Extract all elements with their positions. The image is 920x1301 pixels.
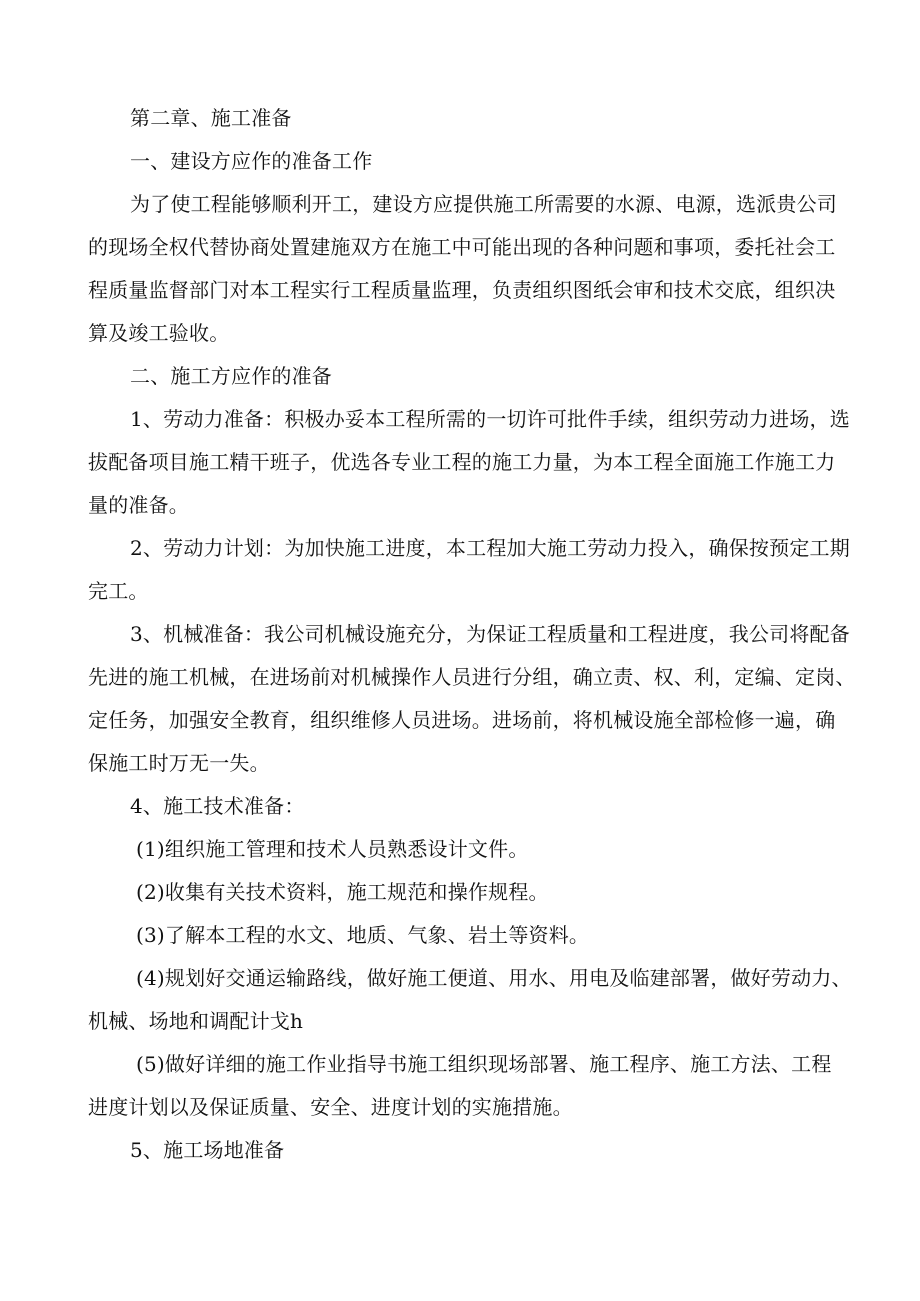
paragraph-line: 量的准备。	[88, 493, 189, 517]
paragraph-line: 定任务，加强安全教育，组织维修人员进场。进场前，将机械设施全部检修一遍，确	[88, 708, 836, 732]
section-heading-owner-prep: 一、建设方应作的准备工作	[130, 149, 373, 173]
paragraph-line: 1、劳动力准备：积极办妥本工程所需的一切许可批件手续，组织劳动力进场，选	[130, 407, 850, 431]
paragraph-line: 为了使工程能够顺利开工，建设方应提供施工所需要的水源、电源，选派贵公司	[130, 192, 837, 216]
chapter-title: 第二章、施工准备	[130, 106, 292, 130]
paragraph-line: 3、机械准备：我公司机械设施充分，为保证工程质量和工程进度，我公司将配备	[130, 622, 850, 646]
list-item: (5)做好详细的施工作业指导书施工组织现场部署、施工程序、施工方法、工程	[136, 1052, 832, 1076]
list-item-continuation: 进度计划以及保证质量、安全、进度计划的实施措施。	[88, 1095, 573, 1119]
list-item-continuation: 机械、场地和调配计戈h	[88, 1009, 304, 1033]
list-item: (4)规划好交通运输路线，做好施工便道、用水、用电及临建部署，做好劳动力、	[136, 966, 852, 990]
paragraph-line: 2、劳动力计划：为加快施工进度，本工程加大施工劳动力投入，确保按预定工期	[130, 536, 850, 560]
paragraph-line: 算及竣工验收。	[88, 321, 230, 345]
section-heading-contractor-prep: 二、施工方应作的准备	[130, 364, 332, 388]
paragraph-line: 的现场全权代替协商处置建施双方在施工中可能出现的各种问题和事项，委托社会工	[88, 235, 836, 259]
list-item: (2)收集有关技术资料，施工规范和操作规程。	[136, 880, 549, 904]
subsection-heading-site-prep: 5、施工场地准备	[130, 1138, 285, 1162]
paragraph-line: 拔配备项目施工精干班子，优选各专业工程的施工力量，为本工程全面施工作施工力	[88, 450, 836, 474]
paragraph-line: 先进的施工机械，在进场前对机械操作人员进行分组，确立责、权、利，定编、定岗、	[88, 665, 856, 689]
subsection-heading-tech-prep: 4、施工技术准备：	[130, 794, 305, 818]
paragraph-line: 保施工时万无一失。	[88, 751, 270, 775]
list-item: (1)组织施工管理和技术人员熟悉设计文件。	[136, 837, 529, 861]
paragraph-line: 程质量监督部门对本工程实行工程质量监理，负责组织图纸会审和技术交底，组织决	[88, 278, 836, 302]
paragraph-line: 完工。	[88, 579, 149, 603]
list-item: (3)了解本工程的水文、地质、气象、岩土等资料。	[136, 923, 590, 947]
